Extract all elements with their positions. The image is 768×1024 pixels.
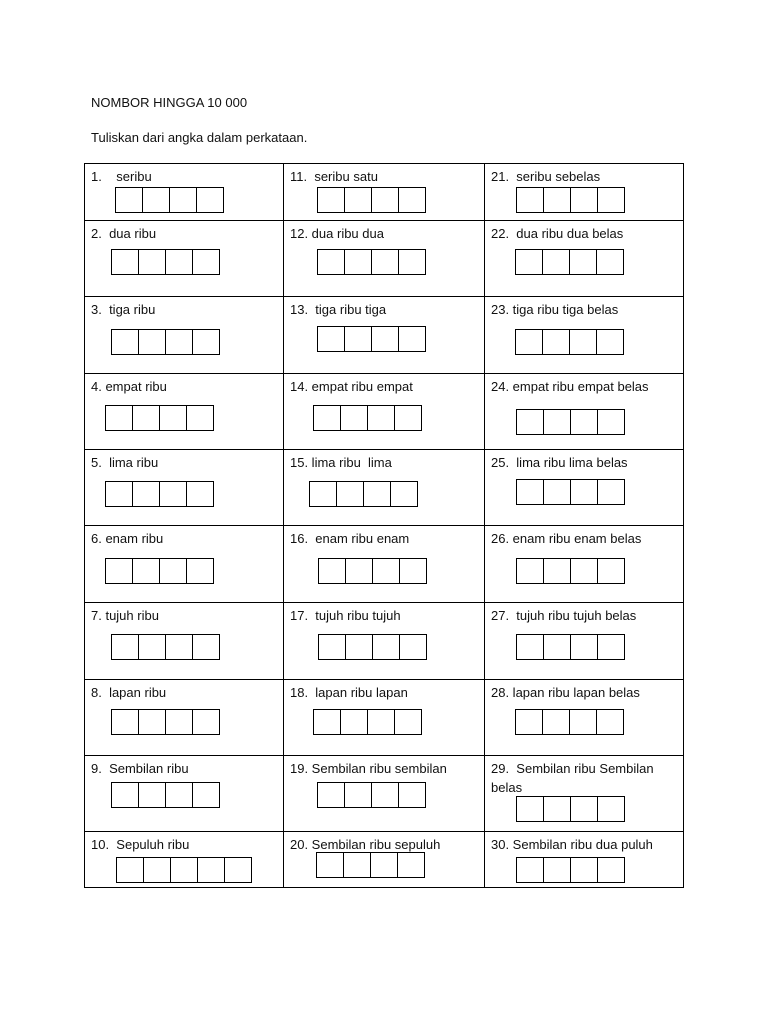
digit-box[interactable]: [570, 409, 598, 435]
digit-box[interactable]: [597, 558, 625, 584]
question-label: 8. lapan ribu: [91, 685, 167, 700]
digit-box[interactable]: [111, 782, 139, 808]
digit-box[interactable]: [343, 852, 371, 878]
digit-box[interactable]: [570, 187, 598, 213]
question-cell-17: [284, 603, 485, 680]
digit-box[interactable]: [344, 249, 372, 275]
digit-boxes: [111, 249, 220, 275]
digit-box[interactable]: [170, 857, 198, 883]
digit-box[interactable]: [340, 709, 368, 735]
digit-box[interactable]: [543, 187, 571, 213]
question-cell-16: [284, 526, 485, 603]
digit-box[interactable]: [394, 405, 422, 431]
question-cell-2: [85, 221, 284, 297]
digit-box[interactable]: [317, 782, 345, 808]
question-cell-20: [284, 832, 485, 887]
question-label: 18. lapan ribu lapan: [290, 685, 408, 700]
digit-box[interactable]: [399, 634, 427, 660]
digit-box[interactable]: [132, 405, 160, 431]
digit-box[interactable]: [543, 479, 571, 505]
digit-box[interactable]: [399, 558, 427, 584]
digit-box[interactable]: [186, 558, 214, 584]
digit-box[interactable]: [138, 782, 166, 808]
digit-box[interactable]: [111, 249, 139, 275]
instruction-text: Tuliskan dari angka dalam perkataan.: [91, 130, 308, 145]
digit-boxes: [516, 409, 625, 435]
digit-box[interactable]: [165, 249, 193, 275]
question-cell-18: [284, 680, 485, 756]
digit-boxes: [116, 857, 252, 883]
question-label: 1. seribu: [91, 169, 152, 184]
digit-box[interactable]: [309, 481, 337, 507]
digit-box[interactable]: [165, 634, 193, 660]
digit-box[interactable]: [138, 634, 166, 660]
digit-boxes: [313, 405, 422, 431]
question-label: 30. Sembilan ribu dua puluh: [491, 837, 653, 852]
digit-box[interactable]: [345, 634, 373, 660]
digit-box[interactable]: [597, 796, 625, 822]
digit-box[interactable]: [138, 709, 166, 735]
digit-box[interactable]: [336, 481, 364, 507]
digit-box[interactable]: [138, 329, 166, 355]
digit-box[interactable]: [316, 852, 344, 878]
digit-box[interactable]: [516, 857, 544, 883]
digit-box[interactable]: [397, 852, 425, 878]
digit-boxes: [317, 782, 426, 808]
digit-box[interactable]: [105, 405, 133, 431]
digit-box[interactable]: [318, 634, 346, 660]
digit-box[interactable]: [569, 329, 597, 355]
digit-box[interactable]: [317, 187, 345, 213]
question-label: 2. dua ribu: [91, 226, 157, 241]
digit-box[interactable]: [543, 409, 571, 435]
digit-box[interactable]: [367, 709, 395, 735]
question-cell-3: [85, 297, 284, 374]
digit-box[interactable]: [570, 857, 598, 883]
digit-box[interactable]: [192, 782, 220, 808]
digit-boxes: [515, 709, 624, 735]
digit-box[interactable]: [344, 782, 372, 808]
digit-box[interactable]: [515, 249, 543, 275]
question-label: 29. Sembilan ribu Sembilan belas: [491, 761, 654, 795]
digit-box[interactable]: [165, 329, 193, 355]
digit-box[interactable]: [516, 187, 544, 213]
question-cell-28: [485, 680, 683, 756]
digit-boxes: [309, 481, 418, 507]
digit-box[interactable]: [165, 709, 193, 735]
digit-boxes: [516, 479, 625, 505]
question-label: 6. enam ribu: [91, 531, 164, 546]
digit-box[interactable]: [116, 857, 144, 883]
digit-box[interactable]: [363, 481, 391, 507]
digit-box[interactable]: [596, 249, 624, 275]
digit-box[interactable]: [344, 326, 372, 352]
question-cell-24: [485, 374, 683, 450]
digit-box[interactable]: [142, 187, 170, 213]
digit-boxes: [516, 558, 625, 584]
question-label: 14. empat ribu empat: [290, 379, 413, 394]
digit-boxes: [105, 405, 214, 431]
digit-box[interactable]: [115, 187, 143, 213]
digit-box[interactable]: [143, 857, 171, 883]
digit-box[interactable]: [597, 409, 625, 435]
question-label: 27. tujuh ribu tujuh belas: [491, 608, 637, 623]
question-label: 26. enam ribu enam belas: [491, 531, 642, 546]
digit-box[interactable]: [159, 558, 187, 584]
answer-grid: [84, 163, 684, 888]
question-cell-21: [485, 164, 683, 221]
digit-box[interactable]: [367, 405, 395, 431]
question-cell-7: [85, 603, 284, 680]
digit-boxes: [111, 709, 220, 735]
question-cell-11: [284, 164, 485, 221]
digit-box[interactable]: [570, 558, 598, 584]
question-label: 17. tujuh ribu tujuh: [290, 608, 401, 623]
digit-boxes: [318, 634, 427, 660]
digit-box[interactable]: [542, 329, 570, 355]
digit-box[interactable]: [516, 409, 544, 435]
digit-box[interactable]: [516, 558, 544, 584]
digit-boxes: [516, 634, 625, 660]
digit-boxes: [515, 249, 624, 275]
digit-box[interactable]: [569, 709, 597, 735]
question-label: 24. empat ribu empat belas: [491, 379, 649, 394]
digit-box[interactable]: [371, 187, 399, 213]
digit-box[interactable]: [398, 782, 426, 808]
digit-box[interactable]: [597, 857, 625, 883]
question-cell-30: [485, 832, 683, 887]
digit-box[interactable]: [318, 558, 346, 584]
digit-box[interactable]: [542, 709, 570, 735]
digit-box[interactable]: [192, 329, 220, 355]
question-label: 4. empat ribu: [91, 379, 167, 394]
digit-box[interactable]: [543, 634, 571, 660]
digit-box[interactable]: [192, 709, 220, 735]
digit-box[interactable]: [398, 249, 426, 275]
digit-box[interactable]: [516, 634, 544, 660]
digit-boxes: [516, 187, 625, 213]
question-label: 21. seribu sebelas: [491, 169, 601, 184]
question-cell-26: [485, 526, 683, 603]
digit-box[interactable]: [313, 709, 341, 735]
digit-box[interactable]: [192, 634, 220, 660]
question-label: 12. dua ribu dua: [290, 226, 384, 241]
digit-boxes: [111, 782, 220, 808]
digit-boxes: [317, 187, 426, 213]
question-label: 5. lima ribu: [91, 455, 159, 470]
question-cell-13: [284, 297, 485, 374]
digit-box[interactable]: [543, 796, 571, 822]
question-label: 28. lapan ribu lapan belas: [491, 685, 640, 700]
question-cell-25: [485, 450, 683, 526]
digit-box[interactable]: [196, 187, 224, 213]
digit-boxes: [516, 857, 625, 883]
digit-box[interactable]: [569, 249, 597, 275]
question-label: 19. Sembilan ribu sembilan: [290, 761, 447, 776]
question-label: 9. Sembilan ribu: [91, 761, 189, 776]
digit-boxes: [105, 558, 214, 584]
question-label: 20. Sembilan ribu sepuluh: [290, 837, 441, 852]
question-cell-8: [85, 680, 284, 756]
digit-boxes: [105, 481, 214, 507]
digit-box[interactable]: [105, 558, 133, 584]
digit-box[interactable]: [186, 405, 214, 431]
digit-box[interactable]: [570, 479, 598, 505]
digit-boxes: [111, 329, 220, 355]
digit-box[interactable]: [138, 249, 166, 275]
question-label: 15. lima ribu lima: [290, 455, 392, 470]
digit-box[interactable]: [371, 326, 399, 352]
question-cell-10: [85, 832, 284, 887]
question-cell-5: [85, 450, 284, 526]
digit-boxes: [317, 249, 426, 275]
digit-box[interactable]: [543, 857, 571, 883]
digit-boxes: [515, 329, 624, 355]
digit-box[interactable]: [224, 857, 252, 883]
digit-box[interactable]: [159, 405, 187, 431]
digit-box[interactable]: [371, 782, 399, 808]
digit-box[interactable]: [542, 249, 570, 275]
question-cell-6: [85, 526, 284, 603]
digit-boxes: [318, 558, 427, 584]
digit-box[interactable]: [345, 558, 373, 584]
digit-box[interactable]: [372, 558, 400, 584]
question-label: 22. dua ribu dua belas: [491, 226, 624, 241]
question-cell-9: [85, 756, 284, 832]
question-cell-14: [284, 374, 485, 450]
digit-box[interactable]: [570, 796, 598, 822]
digit-box[interactable]: [390, 481, 418, 507]
digit-box[interactable]: [394, 709, 422, 735]
digit-box[interactable]: [317, 249, 345, 275]
digit-box[interactable]: [317, 326, 345, 352]
digit-box[interactable]: [596, 709, 624, 735]
digit-box[interactable]: [597, 479, 625, 505]
question-label: 13. tiga ribu tiga: [290, 302, 387, 317]
digit-box[interactable]: [340, 405, 368, 431]
digit-box[interactable]: [516, 479, 544, 505]
digit-box[interactable]: [169, 187, 197, 213]
digit-boxes: [115, 187, 224, 213]
digit-box[interactable]: [105, 481, 133, 507]
digit-boxes: [317, 326, 426, 352]
question-cell-23: [485, 297, 683, 374]
question-label: 7. tujuh ribu: [91, 608, 159, 623]
digit-box[interactable]: [515, 709, 543, 735]
question-label: 23. tiga ribu tiga belas: [491, 302, 619, 317]
digit-box[interactable]: [370, 852, 398, 878]
question-label: 25. lima ribu lima belas: [491, 455, 628, 470]
digit-box[interactable]: [543, 558, 571, 584]
digit-box[interactable]: [111, 329, 139, 355]
digit-box[interactable]: [596, 329, 624, 355]
digit-box[interactable]: [516, 796, 544, 822]
digit-box[interactable]: [597, 634, 625, 660]
digit-box[interactable]: [371, 249, 399, 275]
question-cell-4: [85, 374, 284, 450]
digit-box[interactable]: [398, 326, 426, 352]
digit-box[interactable]: [132, 481, 160, 507]
question-cell-19: [284, 756, 485, 832]
digit-boxes: [516, 796, 625, 822]
digit-box[interactable]: [186, 481, 214, 507]
question-cell-12: [284, 221, 485, 297]
digit-boxes: [313, 709, 422, 735]
question-label: 3. tiga ribu: [91, 302, 156, 317]
digit-box[interactable]: [372, 634, 400, 660]
digit-box[interactable]: [159, 481, 187, 507]
question-cell-1: [85, 164, 284, 221]
digit-box[interactable]: [570, 634, 598, 660]
digit-boxes: [111, 634, 220, 660]
question-cell-29: [485, 756, 683, 832]
digit-box[interactable]: [313, 405, 341, 431]
question-cell-27: [485, 603, 683, 680]
question-label: 16. enam ribu enam: [290, 531, 410, 546]
question-cell-22: [485, 221, 683, 297]
digit-box[interactable]: [197, 857, 225, 883]
digit-box[interactable]: [597, 187, 625, 213]
question-label: 10. Sepuluh ribu: [91, 837, 190, 852]
question-label: 11. seribu satu: [290, 169, 378, 184]
digit-box[interactable]: [111, 709, 139, 735]
digit-box[interactable]: [398, 187, 426, 213]
digit-box[interactable]: [111, 634, 139, 660]
digit-box[interactable]: [165, 782, 193, 808]
digit-box[interactable]: [515, 329, 543, 355]
digit-box[interactable]: [192, 249, 220, 275]
question-cell-15: [284, 450, 485, 526]
digit-boxes: [316, 852, 425, 878]
digit-box[interactable]: [344, 187, 372, 213]
worksheet-title: NOMBOR HINGGA 10 000: [91, 95, 248, 110]
digit-box[interactable]: [132, 558, 160, 584]
